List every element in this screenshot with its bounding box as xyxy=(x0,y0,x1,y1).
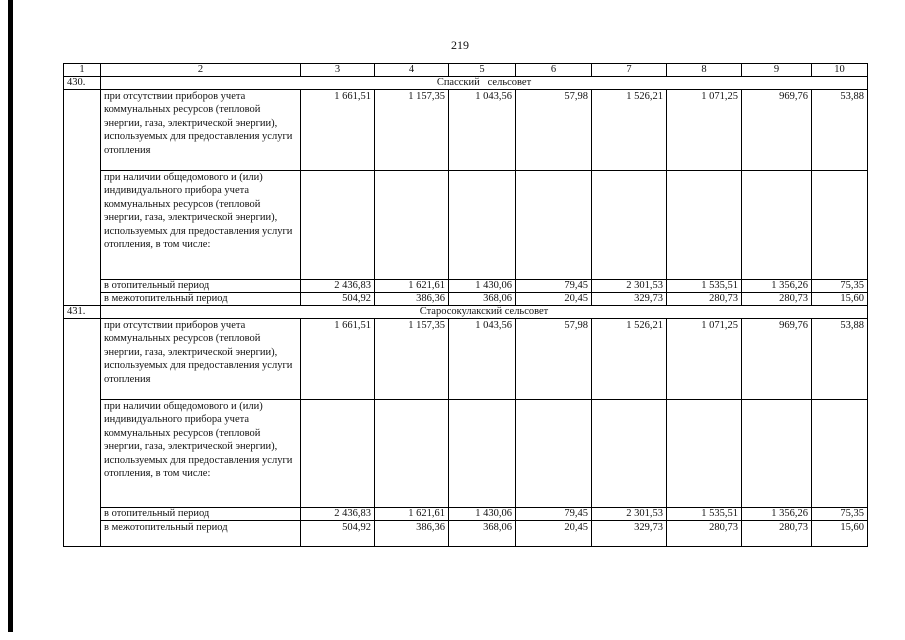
value-cell xyxy=(667,171,742,280)
value-cell xyxy=(375,400,449,508)
value-cell: 386,36 xyxy=(375,521,449,547)
empty-number-cell xyxy=(64,319,101,547)
value-cell: 1 661,51 xyxy=(301,90,375,171)
value-cell xyxy=(375,171,449,280)
row-label: при отсутствии приборов учета коммунальных ресурсов (тепловой энергии, газа, электрической энергии), используемых для предоставления услуги отопления xyxy=(101,319,301,400)
value-cell: 57,98 xyxy=(516,90,592,171)
row-label: в межотопительный период xyxy=(101,521,301,547)
value-cell xyxy=(812,400,868,508)
value-cell: 280,73 xyxy=(667,293,742,306)
value-cell xyxy=(449,400,516,508)
section-header-row xyxy=(64,77,868,90)
value-cell: 2 301,53 xyxy=(592,508,667,521)
value-cell: 1 043,56 xyxy=(449,319,516,400)
table-row xyxy=(64,293,868,306)
value-cell: 79,45 xyxy=(516,280,592,293)
column-header: 4 xyxy=(375,64,449,77)
value-cell: 57,98 xyxy=(516,319,592,400)
value-cell xyxy=(516,171,592,280)
column-header: 3 xyxy=(301,64,375,77)
value-cell: 1 071,25 xyxy=(667,319,742,400)
value-cell: 1 043,56 xyxy=(449,90,516,171)
row-label: в отопительный период xyxy=(101,280,301,293)
value-cell: 504,92 xyxy=(301,293,375,306)
value-cell: 1 621,61 xyxy=(375,508,449,521)
value-cell xyxy=(742,400,812,508)
row-label: в межотопительный период xyxy=(101,293,301,306)
value-cell: 1 157,35 xyxy=(375,319,449,400)
table-row xyxy=(64,319,868,400)
section-name: Старосокулакский сельсовет xyxy=(101,306,868,319)
table-row xyxy=(64,400,868,508)
value-cell: 280,73 xyxy=(667,521,742,547)
table-row xyxy=(64,171,868,280)
value-cell: 15,60 xyxy=(812,521,868,547)
table-row xyxy=(64,508,868,521)
value-cell: 2 301,53 xyxy=(592,280,667,293)
value-cell: 1 356,26 xyxy=(742,280,812,293)
value-cell: 969,76 xyxy=(742,319,812,400)
value-cell: 1 430,06 xyxy=(449,508,516,521)
value-cell: 1 526,21 xyxy=(592,90,667,171)
column-header: 10 xyxy=(812,64,868,77)
empty-number-cell xyxy=(64,90,101,306)
value-cell xyxy=(301,171,375,280)
value-cell: 504,92 xyxy=(301,521,375,547)
section-header-row xyxy=(64,306,868,319)
value-cell: 15,60 xyxy=(812,293,868,306)
value-cell: 368,06 xyxy=(449,521,516,547)
value-cell: 53,88 xyxy=(812,90,868,171)
tariff-table xyxy=(63,63,868,547)
table-row xyxy=(64,280,868,293)
value-cell: 1 535,51 xyxy=(667,508,742,521)
value-cell xyxy=(449,171,516,280)
scan-binding-edge xyxy=(8,0,13,632)
section-name: Спасский сельсовет xyxy=(101,77,868,90)
column-header: 5 xyxy=(449,64,516,77)
value-cell xyxy=(592,400,667,508)
value-cell: 1 621,61 xyxy=(375,280,449,293)
value-cell: 2 436,83 xyxy=(301,280,375,293)
value-cell: 20,45 xyxy=(516,293,592,306)
value-cell: 329,73 xyxy=(592,521,667,547)
value-cell xyxy=(812,171,868,280)
value-cell xyxy=(301,400,375,508)
value-cell xyxy=(516,400,592,508)
value-cell: 280,73 xyxy=(742,521,812,547)
value-cell: 20,45 xyxy=(516,521,592,547)
table-row xyxy=(64,521,868,547)
value-cell: 329,73 xyxy=(592,293,667,306)
value-cell: 1 356,26 xyxy=(742,508,812,521)
column-header: 2 xyxy=(101,64,301,77)
value-cell xyxy=(592,171,667,280)
value-cell xyxy=(742,171,812,280)
page-number: 219 xyxy=(451,38,469,52)
value-cell: 368,06 xyxy=(449,293,516,306)
value-cell: 386,36 xyxy=(375,293,449,306)
table-row xyxy=(64,90,868,171)
value-cell: 969,76 xyxy=(742,90,812,171)
column-header: 9 xyxy=(742,64,812,77)
value-cell: 2 436,83 xyxy=(301,508,375,521)
row-label: при отсутствии приборов учета коммунальных ресурсов (тепловой энергии, газа, электрической энергии), используемых для предоставления услуги отопления xyxy=(101,90,301,171)
value-cell: 1 661,51 xyxy=(301,319,375,400)
value-cell: 75,35 xyxy=(812,280,868,293)
column-header: 7 xyxy=(592,64,667,77)
value-cell: 1 071,25 xyxy=(667,90,742,171)
value-cell: 79,45 xyxy=(516,508,592,521)
value-cell: 1 430,06 xyxy=(449,280,516,293)
value-cell: 280,73 xyxy=(742,293,812,306)
value-cell: 1 157,35 xyxy=(375,90,449,171)
column-header: 1 xyxy=(64,64,101,77)
row-label: при наличии общедомового и (или) индивидуального прибора учета коммунальных ресурсов (тепловой энергии, газа, электрической энергии), используемых для предоставления услуги отопления, в том числе: xyxy=(101,400,301,508)
section-number: 431. xyxy=(64,306,101,319)
value-cell: 75,35 xyxy=(812,508,868,521)
value-cell: 1 526,21 xyxy=(592,319,667,400)
column-number-header-row xyxy=(64,64,868,77)
row-label: в отопительный период xyxy=(101,508,301,521)
row-label: при наличии общедомового и (или) индивидуального прибора учета коммунальных ресурсов (тепловой энергии, газа, электрической энергии), используемых для предоставления услуги отопления, в том числе: xyxy=(101,171,301,280)
column-header: 6 xyxy=(516,64,592,77)
section-number: 430. xyxy=(64,77,101,90)
value-cell xyxy=(667,400,742,508)
value-cell: 1 535,51 xyxy=(667,280,742,293)
column-header: 8 xyxy=(667,64,742,77)
value-cell: 53,88 xyxy=(812,319,868,400)
